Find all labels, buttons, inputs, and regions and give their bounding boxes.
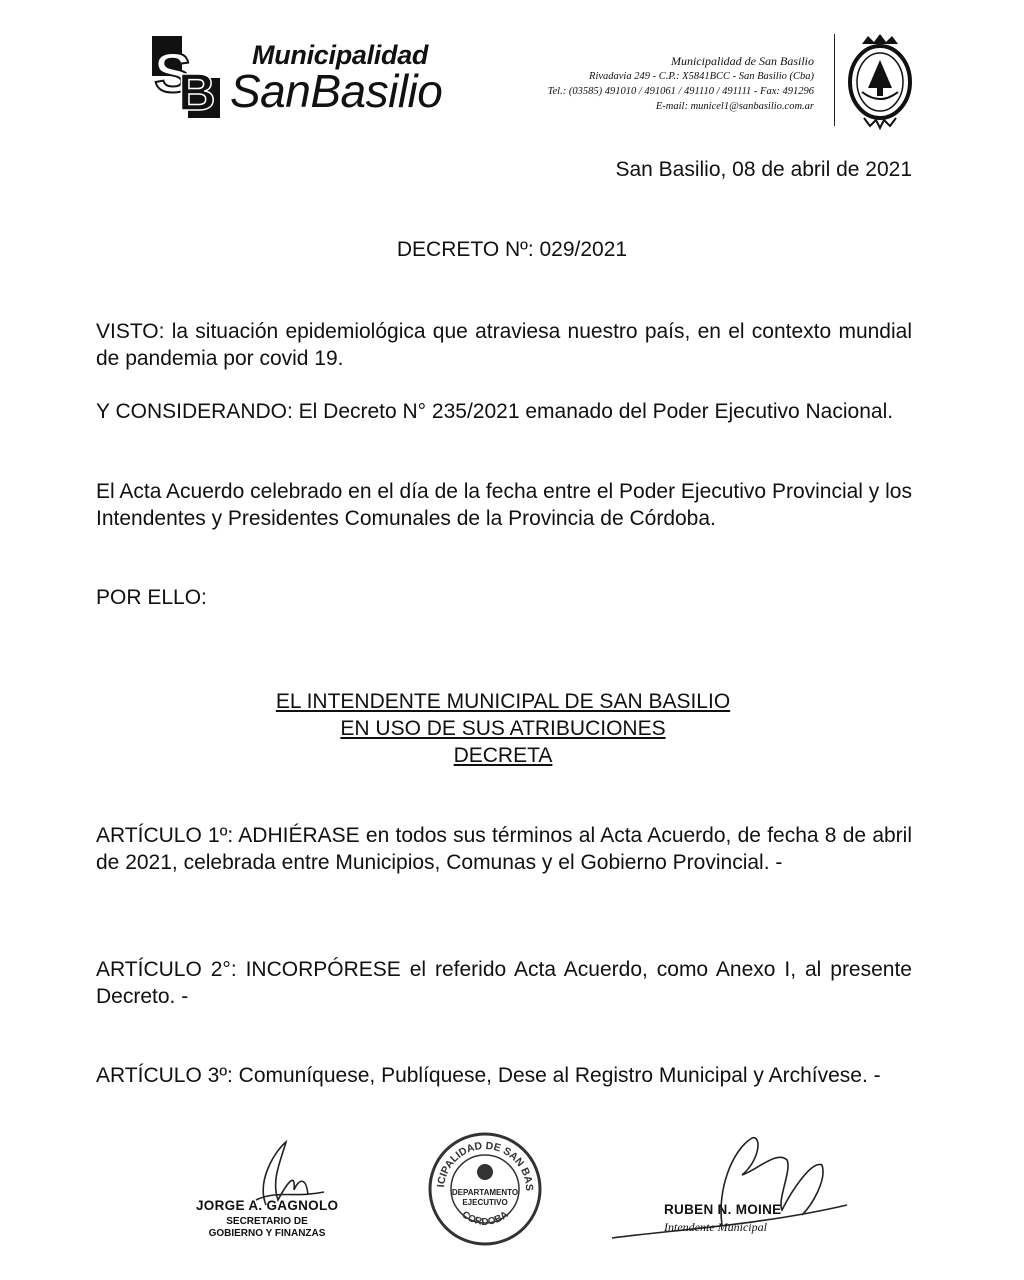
logo-sb-mark (150, 34, 222, 120)
heading-line-1: EL INTENDENTE MUNICIPAL DE SAN BASILIO (275, 690, 731, 713)
contact-phones: Tel.: (03585) 491010 / 491061 / 491110 / 491111 - Fax: 491296 (547, 86, 814, 97)
paragraph-visto: VISTO: la situación epidemiológica que atraviesa nuestro país, en el contexto mundial de pandemia por covid 19. (96, 320, 912, 370)
signer-left-role: SECRETARIO DE GOBIERNO Y FINANZAS (208, 1216, 326, 1239)
seal-department: DEPARTAMENTO EJECUTIVO (451, 1188, 519, 1207)
contact-block (548, 54, 814, 114)
official-seal (426, 1130, 544, 1248)
document-date: San Basilio, 08 de abril de 2021 (615, 158, 912, 181)
signature-intendente (612, 1130, 852, 1250)
decree-number: DECRETO Nº: 029/2021 (396, 238, 628, 261)
contact-email: E-mail: municel1@sanbasilio.com.ar (655, 101, 814, 112)
svg-text:S: S (154, 41, 192, 104)
header-divider (834, 34, 835, 126)
paragraph-acta: El Acta Acuerdo celebrado en el día de la fecha entre el Poder Ejecutivo Provincial y los Intendentes y Presidentes Comunales de la Provincia de Córdoba. (96, 480, 912, 530)
paragraph-por-ello: POR ELLO: (96, 586, 207, 609)
decree-heading (0, 688, 1006, 769)
logo-sanbasilio: SanBasilio (230, 65, 443, 117)
signer-right-name: RUBEN N. MOINE (664, 1202, 782, 1217)
seal-ring-text: ICIPALIDAD DE SAN BAS (435, 1139, 536, 1192)
article-2: ARTÍCULO 2°: INCORPÓRESE el referido Acta Acuerdo, como Anexo I, al presente Decreto. - (96, 958, 912, 1008)
seal-bottom-text: CORDOBA (459, 1209, 511, 1228)
signer-right-role: Intendente Municipal (664, 1220, 767, 1234)
signer-left-name: JORGE A. GAGNOLO (196, 1198, 339, 1213)
signature-secretario (196, 1140, 346, 1250)
logo-municipalidad: Municipalidad (252, 40, 429, 70)
paragraph-considerando: Y CONSIDERANDO: El Decreto N° 235/2021 emanado del Poder Ejecutivo Nacional. (96, 400, 894, 423)
article-3: ARTÍCULO 3º: Comuníquese, Publíquese, Dese al Registro Municipal y Archívese. - (96, 1064, 881, 1087)
article-1: ARTÍCULO 1º: ADHIÉRASE en todos sus términos al Acta Acuerdo, de fecha 8 de abril de 2021, celebrada entre Municipios, Comunas y el Gobierno Provincial. - (96, 824, 912, 874)
heading-line-3: DECRETA (453, 744, 553, 767)
heading-line-2: EN USO DE SUS ATRIBUCIONES (340, 717, 666, 740)
contact-address: Rivadavia 249 - C.P.: X5841BCC - San Basilio (Cba) (589, 71, 814, 82)
municipal-crest-icon (842, 30, 918, 130)
svg-text:CORDOBA (459, 1209, 510, 1228)
svg-text:B: B (178, 64, 216, 120)
contact-title: Municipalidad de San Basilio (671, 54, 814, 68)
